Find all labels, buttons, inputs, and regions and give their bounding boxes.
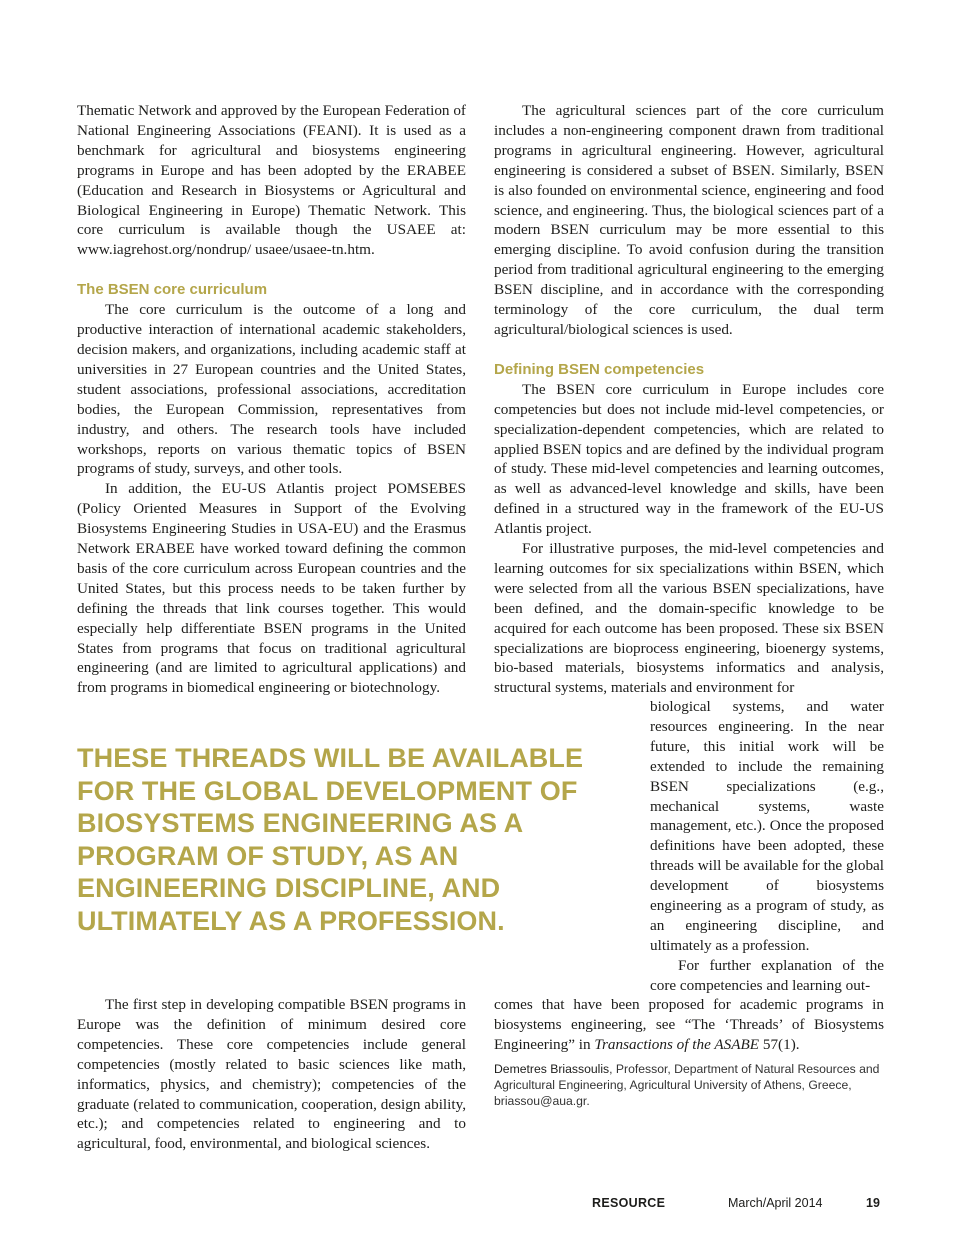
body-paragraph-continued: biological systems, and water resources engineering. In the near future, this initial work will be extended to include the remaining BSEN specializations (e.g., mechanical systems, waste management, etc.). Once the proposed definitions have been adopted, these threads will be available for the global development of biosystems engineering as a program of study, as an engineering discipline, and ultimately as a profession. xyxy=(650,698,884,954)
body-paragraph-continued xyxy=(494,995,884,1055)
reference-text: comes that have been proposed for academic programs in biosystems engineering, see “The ‘Threads’ of Biosystems Engineering” in xyxy=(494,996,884,1053)
left-column-bottom xyxy=(77,995,466,1154)
right-column-top xyxy=(494,101,884,698)
reference-text-end: 57(1). xyxy=(759,1035,800,1053)
page-number: 19 xyxy=(866,1196,880,1210)
author-bio xyxy=(494,1061,884,1109)
section-heading-competencies: Defining BSEN competencies xyxy=(494,360,705,378)
right-column-bottom xyxy=(494,995,884,1055)
body-paragraph: The BSEN core curriculum in Europe includes core competencies but does not include mid-level competencies, or specialization-dependent competencies, which are related to applied BSEN topics and are defined by the individual program of study. These mid-level competencies and learning outcomes, as well as advanced-level knowledge and skills, have been defined in a structured way in the framework of the EU-US Atlantis project. xyxy=(494,380,884,538)
body-paragraph: For illustrative purposes, the mid-level competencies and learning outcomes for six specializations within BSEN, which were selected from all the various BSEN specializations, have been defined, and the domain-specific knowledge to be acquired for each outcome has been proposed. These six BSEN specializations are bioprocess engineering, bioenergy systems, bio-based materials, biosystems informatics and analysis, structural systems, materials and environment for xyxy=(494,540,884,697)
right-column-narrow xyxy=(650,697,884,996)
left-column-top xyxy=(77,101,466,698)
section-heading-core-curriculum: The BSEN core curriculum xyxy=(77,281,268,299)
body-paragraph: The first step in developing compatible BSEN programs in Europe was the definition of minimum desired core competencies. These core competencies include general competencies (mostly related to basic sciences like math, informatics, physics, and chemistry); competencies of the graduate (related to communication, cooperation, design ability, etc.); and competencies related to engineering and to agricultural, food, environmental, and biological sciences. xyxy=(77,996,466,1153)
author-name: Demetres Briassoulis xyxy=(494,1062,610,1076)
body-paragraph: The agricultural sciences part of the core curriculum includes a non-engineering component drawn from traditional programs in agricultural engineering. However, agricultural engineering is considered a subset of BSEN. Similarly, BSEN is also founded on environmental science, engineering and food science, and engineering. Thus, the biological sciences part of a modern BSEN curriculum may be more essential to this emerging discipline. To avoid confusion during the transition period from traditional agricultural engineering to the emerging BSEN discipline, and in accordance with the corresponding terminology of the core curriculum, the dual term agricultural/biological sciences is used. xyxy=(494,102,884,338)
page-footer xyxy=(0,1196,960,1216)
magazine-name: RESOURCE xyxy=(592,1196,666,1210)
body-paragraph: For further explanation of the core competencies and learning out- xyxy=(650,956,884,994)
body-paragraph: In addition, the EU-US Atlantis project POMSEBES (Policy Oriented Measures in Support of the Evolving Biosystems Engineering Studies in USA-EU) and the Erasmus Network ERABEE have worked toward defining the common basis of the core curriculum across European countries and the United States, but this process needs to be taken further by defining the threads that link courses together. This would especially help differentiate BSEN programs in the United States from programs that focus on traditional agricultural engineering (and are limited to agricultural applications) and from programs in biomedical engineering or biotechnology. xyxy=(77,480,466,697)
body-paragraph: The core curriculum is the outcome of a long and productive interaction of international academic stakeholders, decision makers, and organizations, including academic staff at universities in 27 European countries and the United States, student associations, professional associations, accreditation bodies, the European Commission, representatives from industry, and others. The research tools have included workshops, reports on various thematic topics of BSEN programs of study, surveys, and other tools. xyxy=(77,301,466,478)
pull-quote: THESE THREADS WILL BE AVAILABLE FOR THE GLOBAL DEVELOPMENT OF BIOSYSTEMS ENGINEERING AS A PROGRAM OF STUDY, AS AN ENGINEERING DISCIPLINE, AND ULTIMATELY AS A PROFESSION. xyxy=(77,743,584,936)
issue-date: March/April 2014 xyxy=(728,1196,823,1210)
author-affiliation: , Professor, Department of Natural Resources and Agricultural Engineering, Agricultural University of Athens, Greece, briassou@aua.gr. xyxy=(494,1062,880,1108)
journal-title: Transactions of the ASABE xyxy=(594,1035,760,1053)
body-paragraph: Thematic Network and approved by the European Federation of National Engineering Associations (FEANI). It is used as a benchmark for agricultural and biosystems engineering programs in Europe and has been adopted by the ERABEE (Education and Research in Biosystems or Agricultural and Biological Engineering in Europe) Thematic Network. This core curriculum is available though the USAEE at: www.iagrehost.org/nondrup/ usaee/usaee-tn.htm. xyxy=(77,102,466,259)
